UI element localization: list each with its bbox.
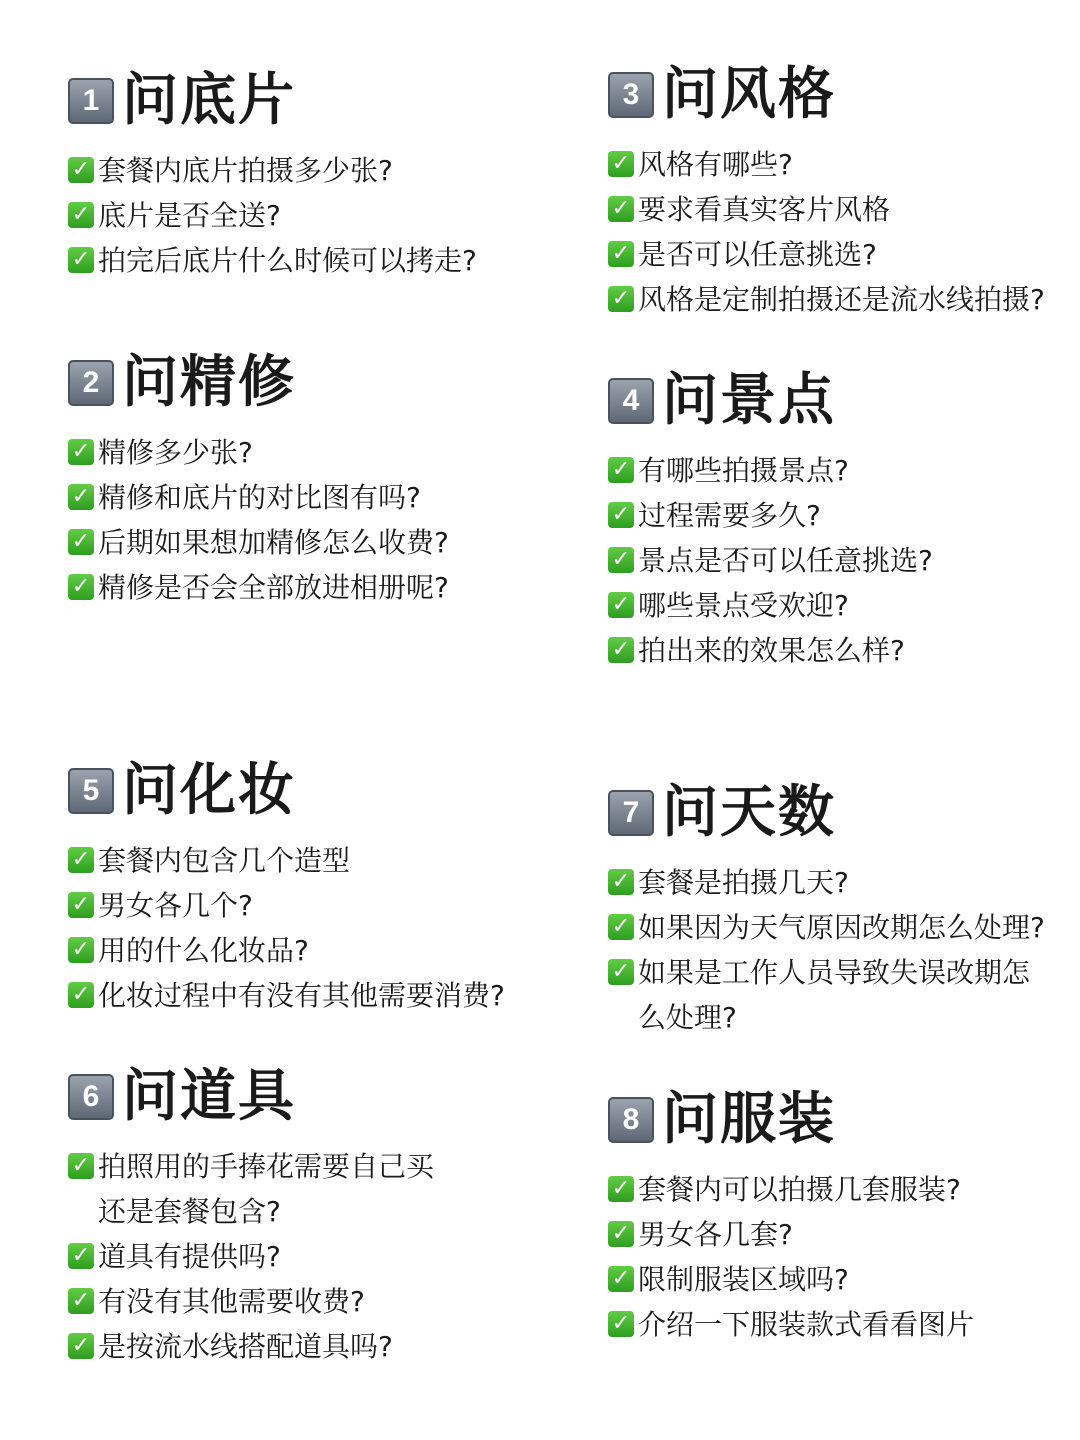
- item-text: 风格有哪些?: [638, 148, 793, 181]
- item-text: 是按流水线搭配道具吗?: [98, 1330, 393, 1363]
- check-mark-icon: ✓: [68, 892, 94, 918]
- list-item-continuation: [608, 995, 1045, 1040]
- list-item: [608, 950, 1045, 995]
- keycap-1-icon: 1: [68, 78, 114, 124]
- item-text: 精修和底片的对比图有吗?: [98, 481, 421, 514]
- list-item: [68, 838, 505, 883]
- list-item: [68, 193, 477, 238]
- list-item: [608, 448, 933, 493]
- item-text: 哪些景点受欢迎?: [638, 589, 849, 622]
- list-item: [608, 1167, 974, 1212]
- item-text: 套餐内包含几个造型: [98, 844, 351, 877]
- section-title: 问天数: [662, 780, 836, 845]
- section-heading: [608, 1087, 974, 1153]
- check-mark-icon: ✓: [68, 202, 94, 228]
- check-mark-icon: ✓: [68, 1153, 94, 1179]
- list-item: [68, 883, 505, 928]
- list-item: [68, 148, 477, 193]
- item-text: 风格是定制拍摄还是流水线拍摄?: [638, 283, 1045, 316]
- check-mark-icon: ✓: [608, 914, 634, 940]
- list-item: [68, 1144, 434, 1189]
- check-mark-icon: ✓: [68, 982, 94, 1008]
- list-item: [608, 1212, 974, 1257]
- check-mark-icon: ✓: [608, 592, 634, 618]
- item-text: 拍完后底片什么时候可以拷走?: [98, 244, 477, 277]
- item-text: 如果是工作人员导致失误改期怎: [638, 956, 1031, 989]
- item-text: 有哪些拍摄景点?: [638, 454, 849, 487]
- item-text: 还是套餐包含?: [98, 1195, 281, 1228]
- item-text: 如果因为天气原因改期怎么处理?: [638, 911, 1045, 944]
- list-item: [608, 538, 933, 583]
- keycap-5-icon: 5: [68, 768, 114, 814]
- section-heading: [608, 780, 1045, 846]
- item-text: 后期如果想加精修怎么收费?: [98, 526, 449, 559]
- check-mark-icon: ✓: [608, 1311, 634, 1337]
- list-item: [608, 277, 1045, 322]
- list-item: [608, 583, 933, 628]
- check-mark-icon: ✓: [608, 286, 634, 312]
- check-mark-icon: ✓: [608, 1221, 634, 1247]
- list-item: [608, 232, 1045, 277]
- section-costumes: [608, 1087, 974, 1347]
- section-heading: [68, 350, 449, 416]
- list-item: [608, 1257, 974, 1302]
- check-mark-icon: ✓: [608, 457, 634, 483]
- section-days: [608, 780, 1045, 1040]
- section-title: 问道具: [122, 1064, 296, 1129]
- check-mark-icon: ✓: [68, 484, 94, 510]
- section-title: 问化妆: [122, 758, 296, 823]
- item-text: 介绍一下服装款式看看图片: [638, 1308, 975, 1341]
- list-item: [608, 905, 1045, 950]
- check-mark-icon: ✓: [68, 439, 94, 465]
- item-text: 男女各几套?: [638, 1218, 793, 1251]
- section-title: 问底片: [122, 68, 296, 133]
- section-negatives: [68, 68, 477, 283]
- section-title: 问服装: [662, 1087, 836, 1152]
- check-mark-icon: ✓: [68, 529, 94, 555]
- section-makeup: [68, 758, 505, 1018]
- list-item: [68, 1324, 434, 1369]
- check-mark-icon: ✓: [68, 574, 94, 600]
- keycap-7-icon: 7: [608, 790, 654, 836]
- item-text: 化妆过程中有没有其他需要消费?: [98, 979, 505, 1012]
- section-title: 问风格: [662, 62, 836, 127]
- section-heading: [68, 1064, 434, 1130]
- item-text: 过程需要多久?: [638, 499, 821, 532]
- section-title: 问景点: [662, 368, 836, 433]
- check-mark-icon: ✓: [608, 241, 634, 267]
- check-mark-icon: ✓: [608, 196, 634, 222]
- item-text: 有没有其他需要收费?: [98, 1285, 365, 1318]
- keycap-6-icon: 6: [68, 1074, 114, 1120]
- list-item: [608, 860, 1045, 905]
- item-text: 套餐内可以拍摄几套服装?: [638, 1173, 961, 1206]
- check-mark-icon: ✓: [68, 937, 94, 963]
- keycap-2-icon: 2: [68, 360, 114, 406]
- item-text: 套餐内底片拍摄多少张?: [98, 154, 393, 187]
- check-mark-icon: ✓: [608, 869, 634, 895]
- check-mark-icon: ✓: [68, 1243, 94, 1269]
- item-text: 么处理?: [638, 1001, 737, 1034]
- section-heading: [608, 62, 1045, 128]
- item-text: 套餐是拍摄几天?: [638, 866, 849, 899]
- item-text: 拍出来的效果怎么样?: [638, 634, 905, 667]
- check-mark-icon: ✓: [68, 1333, 94, 1359]
- item-text: 道具有提供吗?: [98, 1240, 281, 1273]
- check-mark-icon: ✓: [68, 247, 94, 273]
- list-item: [68, 520, 449, 565]
- item-text: 用的什么化妆品?: [98, 934, 309, 967]
- list-item: [608, 187, 1045, 232]
- section-retouching: [68, 350, 449, 610]
- list-item: [68, 238, 477, 283]
- list-item: [608, 1302, 974, 1347]
- check-mark-icon: ✓: [608, 502, 634, 528]
- list-item: [68, 565, 449, 610]
- keycap-3-icon: 3: [608, 72, 654, 118]
- check-mark-icon: ✓: [608, 1266, 634, 1292]
- check-mark-icon: ✓: [68, 1288, 94, 1314]
- section-heading: [608, 368, 933, 434]
- keycap-8-icon: 8: [608, 1097, 654, 1143]
- list-item: [68, 928, 505, 973]
- section-heading: [68, 68, 477, 134]
- list-item: [68, 1279, 434, 1324]
- list-item: [608, 628, 933, 673]
- check-mark-icon: ✓: [68, 847, 94, 873]
- list-item: [68, 475, 449, 520]
- section-heading: [68, 758, 505, 824]
- section-style: [608, 62, 1045, 322]
- list-item: [608, 142, 1045, 187]
- check-mark-icon: ✓: [68, 157, 94, 183]
- item-text: 底片是否全送?: [98, 199, 281, 232]
- list-item: [68, 1234, 434, 1279]
- list-item: [68, 973, 505, 1018]
- item-text: 景点是否可以任意挑选?: [638, 544, 933, 577]
- list-item: [608, 493, 933, 538]
- check-mark-icon: ✓: [608, 151, 634, 177]
- list-item: [68, 430, 449, 475]
- section-scenic-spots: [608, 368, 933, 673]
- item-text: 男女各几个?: [98, 889, 253, 922]
- section-props: [68, 1064, 434, 1369]
- check-mark-icon: ✓: [608, 959, 634, 985]
- check-mark-icon: ✓: [608, 637, 634, 663]
- item-text: 限制服装区域吗?: [638, 1263, 849, 1296]
- item-text: 要求看真实客片风格: [638, 193, 891, 226]
- item-text: 精修多少张?: [98, 436, 253, 469]
- check-mark-icon: ✓: [608, 547, 634, 573]
- keycap-4-icon: 4: [608, 378, 654, 424]
- section-title: 问精修: [122, 350, 296, 415]
- item-text: 精修是否会全部放进相册呢?: [98, 571, 449, 604]
- list-item-continuation: [68, 1189, 434, 1234]
- item-text: 拍照用的手捧花需要自己买: [98, 1150, 435, 1183]
- check-mark-icon: ✓: [608, 1176, 634, 1202]
- item-text: 是否可以任意挑选?: [638, 238, 877, 271]
